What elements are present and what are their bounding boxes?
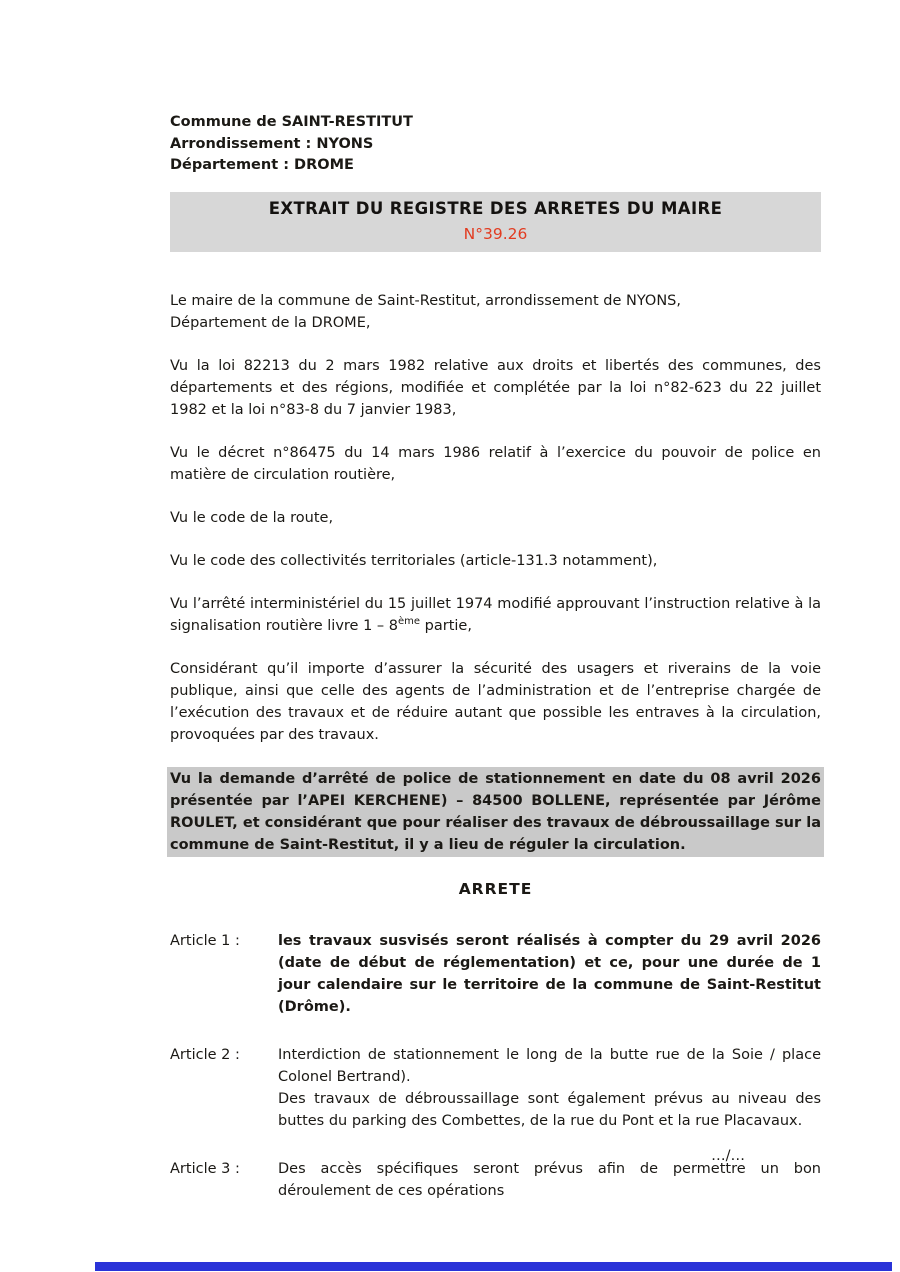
document-title: EXTRAIT DU REGISTRE DES ARRETES DU MAIRE [268,198,723,218]
article-3-text: Des accès spécifiques seront prévus afin de permettre un bon déroulement de ces opérations [278,1160,821,1199]
intro-line-1: Le maire de la commune de Saint-Restitut, arrondissement de NYONS, [170,292,681,309]
recital-loi-1982: Vu la loi 82213 du 2 mars 1982 relative aux droits et libertés des communes, des départements et des régions, modifiée et complétée par la loi n°82-623 du 22 juillet 1982 et la loi n°83-8 du 7 janvier 1983, [170,357,821,418]
article-2 [170,1044,821,1132]
article-2-text-1: Interdiction de stationnement le long de la butte rue de la Soie / place Colonel Bertrand). [278,1046,821,1085]
article-3-body [278,1158,821,1202]
arrete-number: N°39.26 [463,224,528,243]
title-band [170,192,821,252]
article-2-label: Article 2 : [170,1046,240,1063]
intro-line-2: Département de la DROME, [170,314,371,331]
intro-paragraph [170,290,821,334]
article-3-label: Article 3 : [170,1160,240,1177]
article-2-body [278,1044,821,1132]
recital-signalisation [170,593,821,637]
article-1 [170,930,821,1018]
considerant-paragraph: Considérant qu’il importe d’assurer la sécurité des usagers et riverains de la voie publique, ainsi que celle des agents de l’administration et de l’entreprise chargée de l’exécution des travaux et de réduire autant que possible les entraves à la circulation, provoquées par des travaux. [170,660,821,743]
article-1-text: les travaux susvisés seront réalisés à compter du 29 avril 2026 (date de début de réglementation) et ce, pour une durée de 1 jour calendaire sur le territoire de la commune de Saint-Restitut (Drôme). [278,932,821,1015]
arrete-heading: ARRETE [458,879,533,898]
recital-decret-1986: Vu le décret n°86475 du 14 mars 1986 relatif à l’exercice du pouvoir de police en matière de circulation routière, [170,444,821,483]
recital-collectivites: Vu le code des collectivités territoriales (article-131.3 notamment), [170,552,658,569]
header-commune: Commune de SAINT-RESTITUT [170,114,413,130]
page-continuation-mark: …/… [711,1148,745,1164]
article-3 [170,1158,821,1202]
article-1-label: Article 1 : [170,932,240,949]
recital-signalisation-post: partie, [420,617,472,634]
recital-code-route: Vu le code de la route, [170,509,334,526]
highlight-post: il y a lieu de réguler la circulation. [399,836,686,853]
document-page [170,112,821,1228]
highlight-pre: Vu la demande d’arrêté de police de stationnement en date du 08 avril 2026 présentée par l’APEI KERCHENE) – 84500 BOLLENE, représentée par Jérôme ROULET, et considérant que pour [170,770,821,831]
article-1-body [278,930,821,1018]
highlighted-demande-paragraph [167,767,824,857]
header-arrondissement: Arrondissement : NYONS [170,135,374,152]
document-header [170,112,821,177]
header-departement: Département : DROME [170,157,354,173]
recital-signalisation-sup: ème [398,615,421,627]
highlight-bold-phrase: réaliser des travaux de débroussaillage sur la commune de Saint-Restitut, [170,814,821,853]
recital-signalisation-pre: Vu l’arrêté interministériel du 15 juillet 1974 modifié approuvant l’instruction relative à la signalisation routière livre 1 – 8 [170,595,821,634]
scan-artifact-blue-strip [95,1262,892,1271]
article-2-text-2: Des travaux de débroussaillage sont également prévus au niveau des buttes du parking des Combettes, de la rue du Pont et la rue Placavaux. [278,1090,821,1129]
